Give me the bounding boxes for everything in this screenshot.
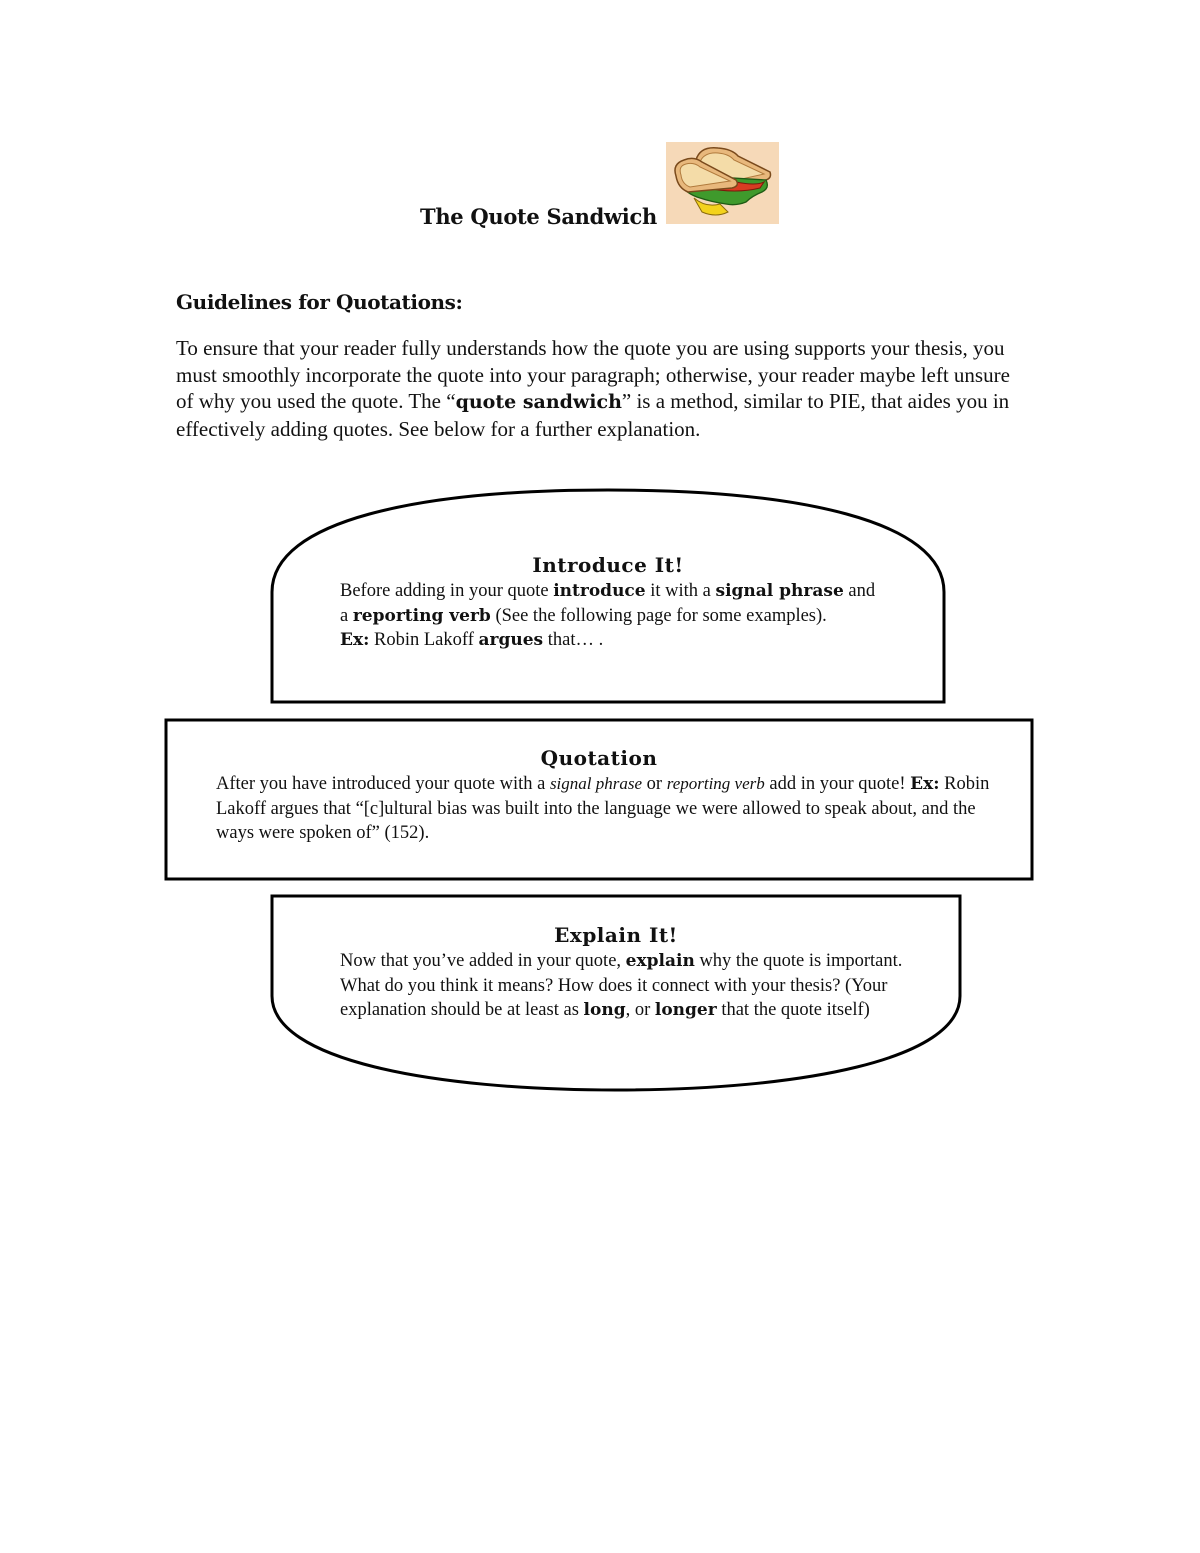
section-heading: Guidelines for Quotations: [176,290,463,314]
intro-paragraph: To ensure that your reader fully understands how the quote you are using supports your thesis, you must smoothly incorporate the quote into your paragraph; otherwise, your reader maybe left unsure of why you used the quote. The “quote sandwich” is a method, similar to PIE, that aides you in effectively adding quotes. See below for a further explanation. [176,336,1010,441]
page-title: The Quote Sandwich [420,204,657,229]
explain-body: Now that you’ve added in your quote, explain why the quote is important. What do you think it means? How does it connect with your thesis? (Your explanation should be at least as long, or longer that the quote itself) [340,951,903,1020]
introduce-title: Introduce It! [532,553,684,577]
quote-sandwich-term: quote sandwich [455,391,622,414]
explain-title: Explain It! [554,923,678,947]
quotation-body: After you have introduced your quote with a signal phrase or reporting verb add in your quote! Ex: Robin Lakoff argues that “[c]ultural bias was built into the language we were allowed to speak about, and the ways were spoken of” (152). [216,774,990,843]
introduce-body: Before adding in your quote introduce it with a signal phrase and a reporting verb (See the following page for some examples). Ex: Robin Lakoff argues that… . [340,581,876,650]
quotation-title: Quotation [540,746,658,770]
